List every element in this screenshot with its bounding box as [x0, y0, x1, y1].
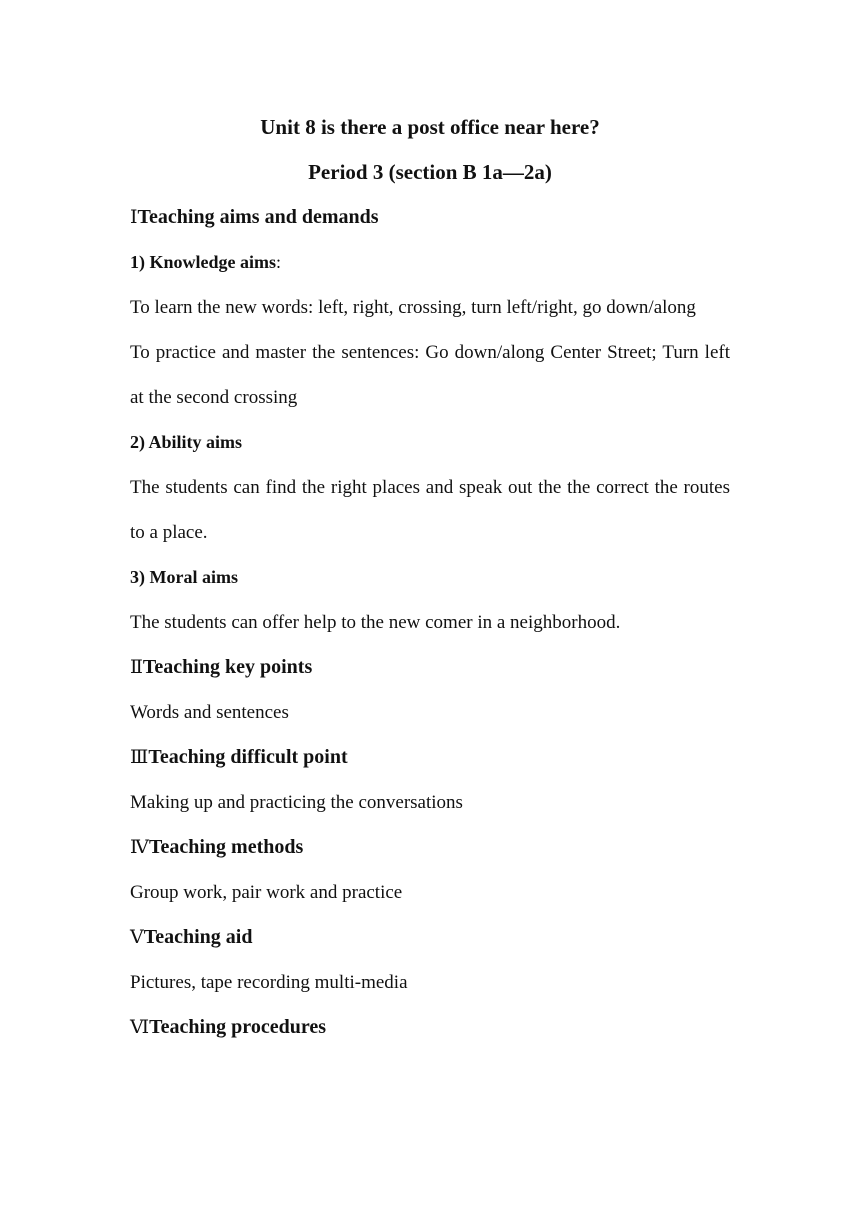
section-numeral: Ⅲ [130, 746, 149, 768]
subheading-ability-aims: 2) Ability aims [130, 432, 243, 452]
section-heading-text: Teaching aims and demands [137, 206, 379, 228]
subheading-colon: : [276, 252, 282, 272]
paragraph-moral: The students can offer help to the new comer in a neighborhood. [130, 612, 621, 633]
subheading-text: 1) Knowledge aims [130, 252, 276, 272]
subheading-moral-aims: 3) Moral aims [130, 567, 238, 587]
section-heading-text: Teaching aid [143, 926, 253, 948]
document-title: Unit 8 is there a post office near here? [260, 115, 600, 139]
document-subtitle: Period 3 (section B 1a—2a) [308, 160, 552, 184]
section-numeral: Ⅴ [130, 926, 144, 948]
section-heading-aims [130, 195, 730, 240]
paragraph-sentences: To practice and master the sentences: Go down/along Center Street; Turn left at the second crossing [130, 342, 730, 408]
paragraph-new-words: To learn the new words: left, right, crossing, turn left/right, go down/along [130, 297, 696, 318]
section-heading-text: Teaching difficult point [148, 746, 348, 768]
section-heading-text: Teaching key points [142, 656, 313, 678]
section-numeral: Ⅳ [130, 836, 149, 858]
paragraph-key-points: Words and sentences [130, 702, 289, 723]
section-heading-procedures [130, 1005, 730, 1050]
section-heading-key-points [130, 645, 730, 690]
document-page [130, 105, 730, 1050]
paragraph-ability: The students can find the right places and speak out the the correct the routes to a place. [130, 477, 730, 543]
section-numeral: Ⅵ [130, 1016, 150, 1038]
section-heading-difficult-point [130, 735, 730, 780]
section-numeral: Ⅰ [130, 206, 138, 228]
paragraph-aid: Pictures, tape recording multi-media [130, 972, 408, 993]
subheading-knowledge-aims [130, 240, 730, 285]
section-numeral: Ⅱ [130, 656, 143, 678]
section-heading-text: Teaching procedures [149, 1016, 326, 1038]
section-heading-text: Teaching methods [148, 836, 304, 858]
section-heading-aid [130, 915, 730, 960]
paragraph-methods: Group work, pair work and practice [130, 882, 403, 903]
paragraph-difficult-point: Making up and practicing the conversations [130, 792, 463, 813]
section-heading-methods [130, 825, 730, 870]
